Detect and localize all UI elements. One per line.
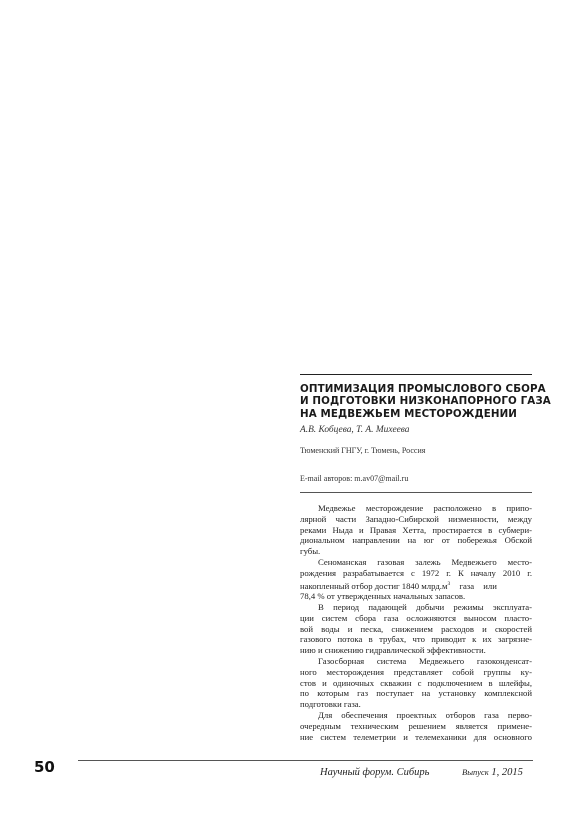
- title-line-1: ОПТИМИЗАЦИЯ ПРОМЫСЛОВОГО СБОРА: [300, 383, 546, 395]
- body-line: очередным техническим решением является примене-: [300, 720, 532, 731]
- body-line: реками Ныда и Правая Хетта, простирается в субмери-: [300, 524, 532, 535]
- footer-rule: [78, 760, 533, 761]
- body-line: стов и одиночных скважин с подключением в шлейфы,: [300, 677, 532, 688]
- body-line: лярной части Западно-Сибирской низменности, между: [300, 513, 532, 524]
- body-line: Газосборная система Медвежьего газоконденсат-: [318, 656, 532, 667]
- author-affiliation: Тюменский ГНГУ, г. Тюмень, Россия: [300, 446, 426, 455]
- body-line: диональном направлении на юг от побережья Обской: [300, 535, 532, 546]
- body-line: вой воды и песка, снижением расходов и скоростей: [300, 623, 532, 634]
- body-line: ного месторождения представляет собой группы ку-: [300, 666, 532, 677]
- header-bottom-rule: [300, 492, 532, 493]
- body-line: нию и снижению гидравлической эффективности.: [300, 645, 486, 656]
- issue-label: Выпуск: [462, 767, 489, 777]
- body-line-with-superscript: [300, 579, 532, 592]
- title-line-2: И ПОДГОТОВКИ НИЗКОНАПОРНОГО ГАЗА: [300, 395, 551, 408]
- issue-info: [462, 767, 523, 778]
- body-line: по которым газ поступает на установку комплексной: [300, 688, 532, 699]
- title-top-rule: [300, 374, 532, 375]
- body-line: ции систем сбора газа осложняются выносом пласто-: [300, 612, 532, 623]
- body-line: Сеноманская газовая залежь Медвежьего место-: [318, 556, 532, 567]
- body-line-part: накопленный отбор достиг 1840 млрд.м: [300, 580, 448, 591]
- body-line: Медвежье месторождение расположено в припо-: [318, 503, 532, 513]
- body-line: 78,4 % от утвержденных начальных запасов.: [300, 591, 466, 602]
- superscript-3: 3: [447, 580, 451, 587]
- body-line: рождения разрабатывается с 1972 г. К началу 2010 г.: [300, 567, 532, 578]
- journal-name: Научный форум. Сибирь: [320, 767, 430, 778]
- body-line: подготовки газа.: [300, 699, 361, 710]
- body-line: ние систем телеметрии и телемеханики для основного: [300, 731, 532, 742]
- page-number: 50: [34, 758, 55, 776]
- article-body: [300, 503, 532, 742]
- body-line: газового потока в трубах, что приводит к их загрязне-: [300, 634, 532, 645]
- article-title: [300, 383, 551, 420]
- body-line-part: газа или: [450, 580, 497, 591]
- article-authors: А.В. Кобцева, Т. А. Михеева: [300, 425, 410, 435]
- body-line: В период падающей добычи режимы эксплуата-: [318, 602, 532, 613]
- author-email: E-mail авторов: m.av07@mail.ru: [300, 474, 409, 483]
- body-line: Для обеспечения проектных отборов газа перво-: [318, 710, 532, 721]
- title-line-3: НА МЕДВЕЖЬЕМ МЕСТОРОЖДЕНИИ: [300, 407, 517, 420]
- body-line: губы.: [300, 546, 321, 557]
- issue-number-year: 1, 2015: [491, 767, 523, 778]
